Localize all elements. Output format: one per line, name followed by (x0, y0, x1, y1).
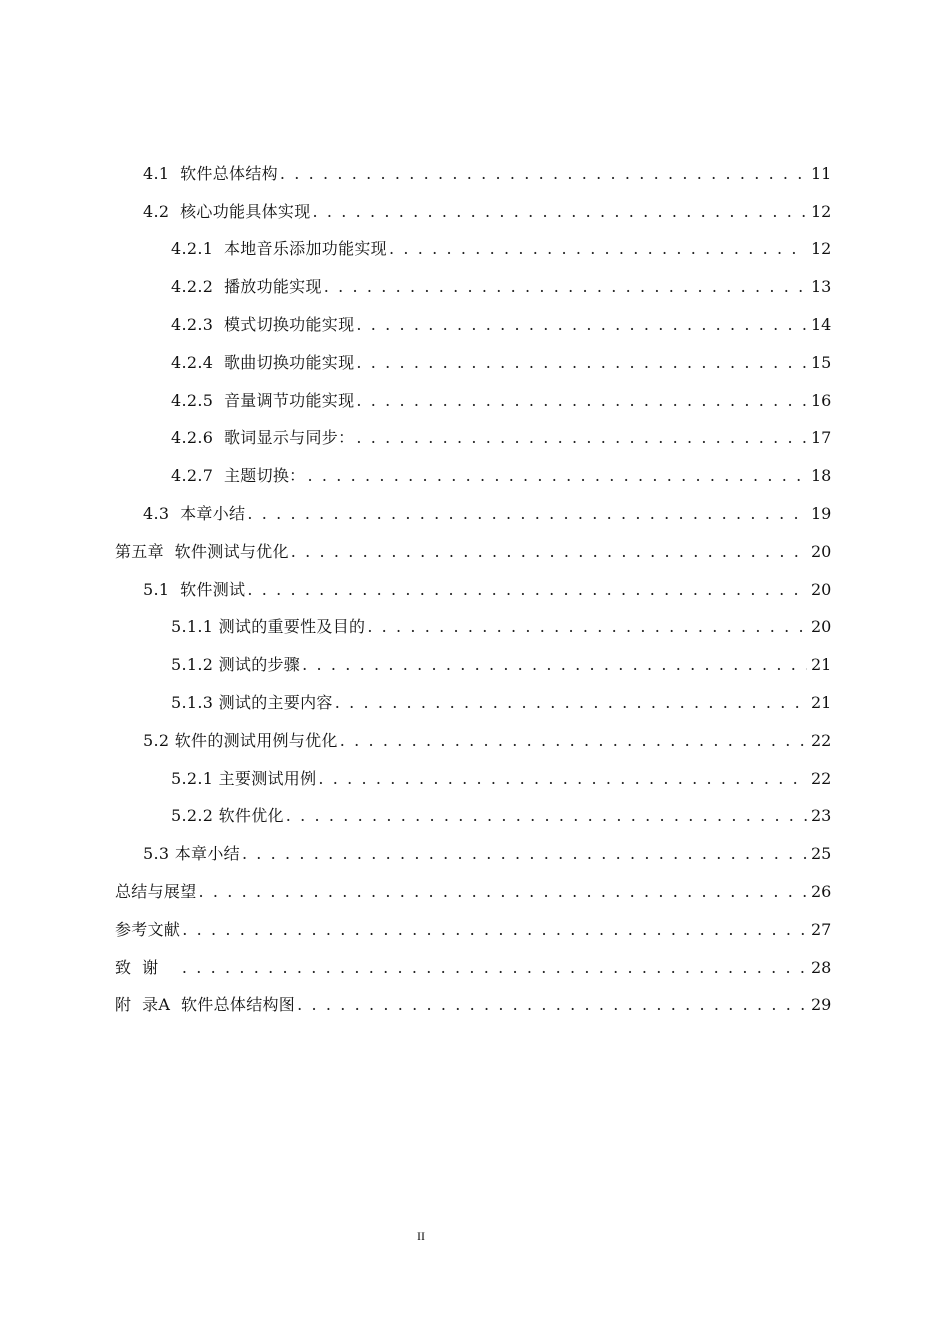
toc-dot-leader (247, 580, 807, 600)
toc-entry-title: 4.2.7 主题切换： (171, 466, 306, 486)
toc-entry-page: 22 (811, 730, 832, 750)
toc-entry[interactable] (0, 495, 831, 533)
toc-entry-page: 23 (811, 806, 832, 826)
toc-dot-leader (356, 353, 807, 373)
toc-dot-leader (313, 202, 807, 222)
toc-dot-leader (286, 806, 807, 826)
toc-entry-page: 25 (811, 844, 832, 864)
toc-entry-title: 5.1.3 测试的主要内容 (171, 693, 333, 713)
toc-entry-title: 5.1 软件测试 (143, 579, 246, 599)
toc-entry[interactable] (0, 911, 831, 949)
toc-entry-title: 4.1 软件总体结构 (143, 163, 278, 183)
toc-entry[interactable] (0, 571, 831, 609)
toc-entry[interactable] (0, 646, 831, 684)
toc-entry-page: 16 (811, 390, 832, 410)
toc-entry-title: 5.2.1 主要测试用例 (171, 768, 317, 788)
toc-entry-title: 4.2 核心功能具体实现 (143, 201, 311, 221)
toc-entry-page: 21 (811, 655, 832, 675)
toc-dot-leader (280, 164, 807, 184)
toc-dot-leader (335, 693, 807, 713)
toc-entry-title: 总结与展望 (115, 882, 197, 902)
toc-entry-page: 22 (811, 768, 832, 788)
toc-entry-title: 4.2.6 歌词显示与同步： (171, 428, 355, 448)
toc-dot-leader (356, 428, 807, 448)
page-number: II (417, 1229, 425, 1243)
toc-entry[interactable] (0, 835, 831, 873)
toc-entry-page: 17 (811, 428, 832, 448)
toc-entry[interactable] (0, 722, 831, 760)
toc-entry-title: 5.1.2 测试的步骤 (171, 655, 301, 675)
toc-entry[interactable] (0, 193, 831, 231)
toc-entry-page: 19 (811, 504, 832, 524)
toc-entry[interactable] (0, 533, 831, 571)
toc-entry-title: 4.2.5 音量调节功能实现 (171, 390, 355, 410)
table-of-contents (0, 155, 950, 1024)
toc-dot-leader (340, 731, 807, 751)
toc-entry-title: 5.3 本章小结 (143, 844, 240, 864)
toc-entry-page: 20 (811, 541, 832, 561)
toc-entry[interactable] (0, 760, 831, 798)
toc-dot-leader (356, 315, 807, 335)
toc-dot-leader (318, 769, 807, 789)
toc-entry-page: 28 (811, 957, 832, 977)
toc-dot-leader (199, 882, 807, 902)
toc-dot-leader (242, 844, 807, 864)
toc-entry-title: 5.2 软件的测试用例与优化 (143, 730, 338, 750)
toc-entry-page: 21 (811, 693, 832, 713)
toc-dot-leader (324, 277, 807, 297)
toc-entry[interactable] (0, 382, 831, 420)
toc-entry[interactable] (0, 306, 831, 344)
toc-dot-leader (307, 466, 807, 486)
toc-entry[interactable] (0, 609, 831, 647)
toc-entry-title: 第五章 软件测试与优化 (115, 541, 289, 561)
toc-entry-title: 5.1.1 测试的重要性及目的 (171, 617, 366, 637)
toc-entry[interactable] (0, 155, 831, 193)
toc-dot-leader (356, 391, 807, 411)
toc-entry[interactable] (0, 949, 831, 987)
toc-entry-title: 参考文献 (115, 919, 181, 939)
toc-entry[interactable] (0, 231, 831, 269)
toc-entry-page: 20 (811, 617, 832, 637)
toc-entry[interactable] (0, 798, 831, 836)
toc-dot-leader (291, 542, 807, 562)
toc-entry-page: 15 (811, 352, 832, 372)
toc-entry-page: 13 (811, 277, 832, 297)
toc-entry-page: 29 (811, 995, 832, 1015)
toc-entry-page: 12 (811, 201, 832, 221)
toc-entry-page: 18 (811, 466, 832, 486)
toc-entry-title: 附 录A 软件总体结构图 (115, 995, 296, 1015)
toc-dot-leader (182, 958, 807, 978)
toc-entry[interactable] (0, 344, 831, 382)
toc-entry-title: 5.2.2 软件优化 (171, 806, 284, 826)
toc-entry-page: 26 (811, 882, 832, 902)
toc-entry-title: 4.2.4 歌曲切换功能实现 (171, 352, 355, 372)
toc-dot-leader (182, 920, 807, 940)
toc-entry-page: 12 (811, 239, 832, 259)
toc-entry-page: 20 (811, 579, 832, 599)
toc-dot-leader (367, 617, 807, 637)
toc-entry-page: 11 (811, 163, 832, 183)
toc-dot-leader (247, 504, 807, 524)
toc-entry[interactable] (0, 987, 831, 1025)
toc-entry[interactable] (0, 268, 831, 306)
toc-entry[interactable] (0, 873, 831, 911)
toc-dot-leader (297, 995, 807, 1015)
toc-dot-leader (389, 239, 807, 259)
toc-entry[interactable] (0, 457, 831, 495)
toc-entry-title: 4.3 本章小结 (143, 504, 246, 524)
toc-entry[interactable] (0, 420, 831, 458)
toc-entry-title: 4.2.2 播放功能实现 (171, 277, 322, 297)
toc-entry[interactable] (0, 684, 831, 722)
toc-entry-title: 致 谢 (115, 957, 180, 977)
toc-dot-leader (302, 655, 807, 675)
toc-entry-title: 4.2.3 模式切换功能实现 (171, 315, 355, 335)
toc-entry-page: 14 (811, 315, 832, 335)
toc-entry-title: 4.2.1 本地音乐添加功能实现 (171, 239, 387, 259)
toc-entry-page: 27 (811, 919, 832, 939)
